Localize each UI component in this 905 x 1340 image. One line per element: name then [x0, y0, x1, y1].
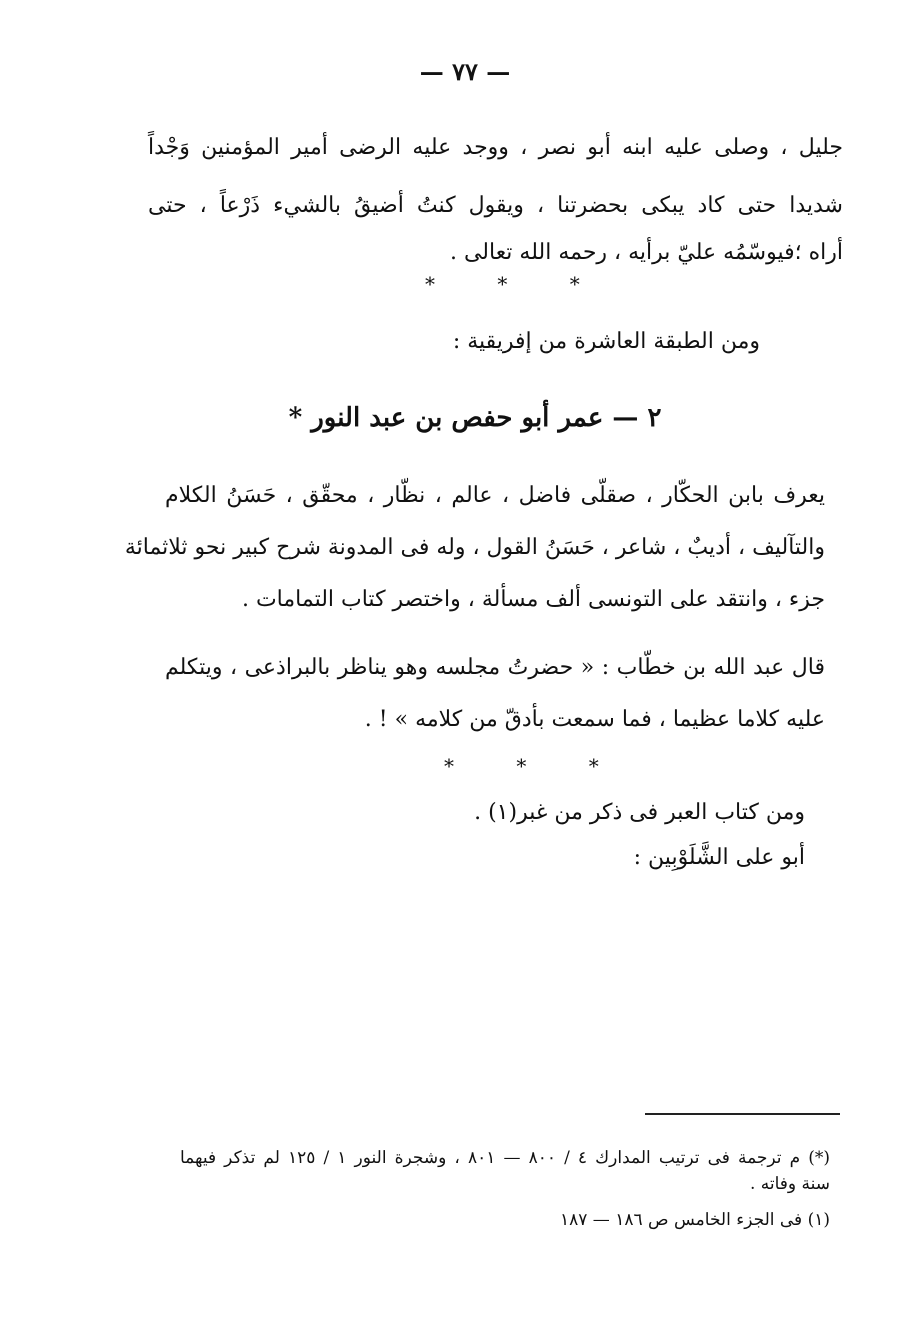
section-intro: ومن الطبقة العاشرة من إفريقية :	[452, 329, 760, 354]
source-line: ومن كتاب العبر فى ذكر من غبر(١) .	[474, 800, 805, 825]
footnote-line: سنة وفاته .	[749, 1174, 830, 1194]
section-separator-stars: * * *	[425, 272, 608, 296]
page-number: — ٧٧ —	[419, 57, 511, 86]
paragraph-line: عليه كلاما عظيما ، فما سمعت بأدقّ من كلامه » ! .	[364, 707, 825, 732]
paragraph-line: قال عبد الله بن خطّاب : « حضرتُ مجلسه وهو يناظر بالبراذعى ، ويتكلم	[165, 655, 825, 680]
entry-heading: ٢ — عمر أبو حفص بن عبد النور *	[288, 403, 662, 433]
paragraph-line: جليل ، وصلى عليه ابنه أبو نصر ، ووجد عليه الرضى أمير المؤمنين وَجْداً	[148, 135, 843, 160]
footnote-rule	[645, 1113, 840, 1115]
paragraph-line: أراه ؛فيوسّمُه عليّ برأيه ، رحمه الله تعالى .	[449, 240, 843, 265]
person-name: أبو على الشَّلَوْبِين :	[633, 845, 805, 870]
paragraph-line: والتآليف ، أديبٌ ، شاعر ، حَسَنُ القول ، وله فى المدونة شرح كبير نحو ثلاثمائة	[124, 535, 825, 560]
section-separator-stars: * * *	[444, 754, 627, 778]
paragraph-line: يعرف بابن الحكّار ، صقلّى فاضل ، عالم ، نظّار ، محقّق ، حَسَنُ الكلام	[165, 483, 825, 508]
footnote-line: (١) فى الجزء الخامس ص ١٨٦ — ١٨٧	[560, 1210, 830, 1230]
paragraph-line: جزء ، وانتقد على التونسى ألف مسألة ، واختصر كتاب التمامات .	[241, 587, 825, 612]
footnote-line: (*) م ترجمة فى ترتيب المدارك ٤ / ٨٠٠ — ٨٠١ ، وشجرة النور ١ / ١٢٥ لم تذكر فيهما	[180, 1148, 830, 1168]
paragraph-line: شديدا حتى كاد يبكى بحضرتنا ، ويقول كنتُ أضيقُ بالشيء ذَرْعاً ، حتى	[148, 193, 843, 218]
